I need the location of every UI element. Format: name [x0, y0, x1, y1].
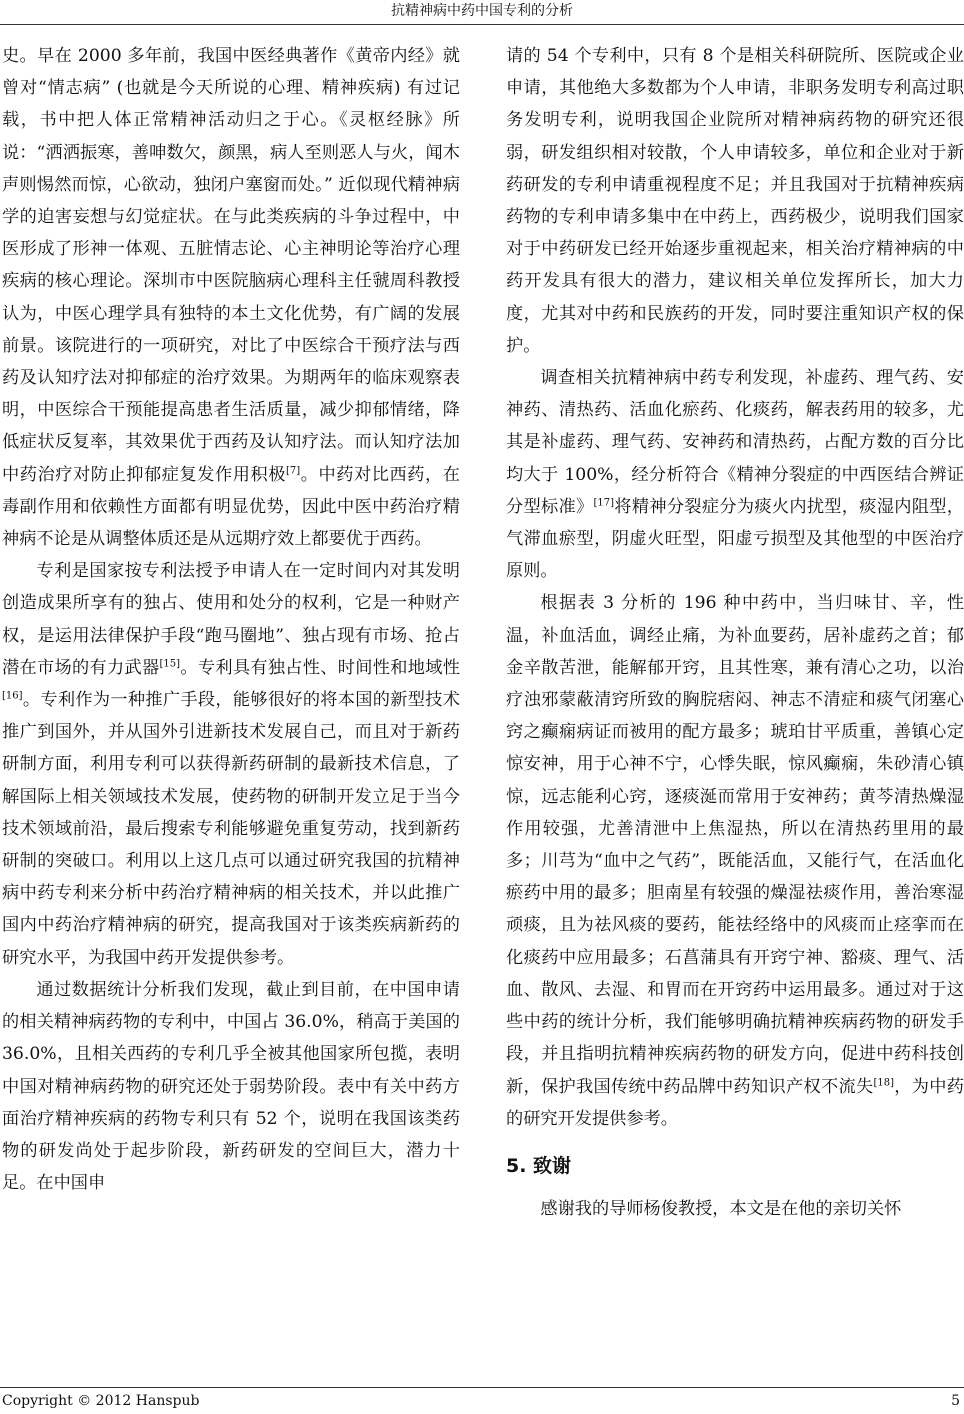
left-column [2, 40, 460, 1199]
right-p4-text: 感谢我的导师杨俊教授，本文是在他的亲切关怀 [540, 1198, 902, 1219]
right-column [506, 40, 964, 1225]
copyright-notice: Copyright © 2012 Hanspub [2, 1393, 200, 1409]
right-p3-b: ，为中药的研究开发提供参考。 [506, 1076, 964, 1129]
right-p1-text: 请的 54 个专利中，只有 8 个是相关科研院所、医院或企业申请，其他绝大多数都为个人申请，非职务发明专利高过职务发明专利，说明我国企业院所对精神病药物的研究还很弱，研发组织相对较散，个人申请较多，单位和企业对于新药研发的专利申请重视程度不足；并且我国对于抗精神疾病药物的专利申请多集中在中药上，西药极少，说明我们国家对于中药研发已经开始逐步重视起来，相关治疗精神病的中药开发具有很大的潜力，建议相关单位发挥所长，加大力度，尤其对中药和民族药的开发，同时要注重知识产权的保护。 [506, 46, 964, 356]
left-paragraph-2 [2, 555, 460, 974]
citation-18: [18] [873, 1076, 894, 1088]
left-p2-a: 专利是国家按专利法授予申请人在一定时间内对其发明创造成果所享有的独占、使用和处分的权利，它是一种财产权，是运用法律保护手段“跑马圈地”、独占现有市场、抢占潜在市场的有力武器 [2, 561, 460, 678]
page-number: 5 [951, 1393, 960, 1409]
right-paragraph-3 [506, 587, 964, 1134]
left-p2-b: 。专利具有独占性、时间性和地域性 [180, 657, 460, 678]
citation-17: [17] [593, 497, 615, 509]
right-paragraph-4 [506, 1193, 964, 1225]
header-title: 抗精神病中药中国专利的分析 [391, 3, 573, 19]
left-p1-text: 史。早在 2000 多年前，我国中医经典著作《黄帝内经》就曾对“情志病” (也就是今天所说的心理、精神疾病) 有过记载，书中把人体正常精神活动归之于心。《灵枢经脉》所说：“洒洒振寒，善呻数欠，颜黑，病人至则恶人与火，闻木声则惕然而惊，心欲动，独闭户塞窗而处。” 近似现代精神病学的迫害妄想与幻觉症状。在与此类疾病的斗争过程中，中医形成了形神一体观、五脏情志论、心主神明论等治疗心理疾病的核心理论。深圳市中医院脑病心理科主任虢周科教授认为，中医心理学具有独特的本土文化优势，有广阔的发展前景。该院进行的一项研究，对比了中医综合干预疗法与西药及认知疗法对抑郁症的治疗效果。为期两年的临床观察表明，中医综合干预能提高患者生活质量，减少抑郁情绪，降低症状反复率，其效果优于西药及认知疗法。而认知疗法加中药治疗对防止抑郁症复发作用积极 [2, 46, 460, 485]
left-paragraph-1 [2, 40, 460, 555]
citation-16: [16] [2, 690, 23, 702]
left-paragraph-3 [2, 974, 460, 1199]
right-p2-a: 调查相关抗精神病中药专利发现，补虚药、理气药、安神药、清热药、活血化瘀药、化痰药，解表药用的较多，尤其是补虚药、理气药、安神药和清热药，占配方数的百分比均大于 100%，经分析符合《精神分裂症的中西医结合辨证分型标准》 [506, 368, 964, 517]
right-paragraph-2 [506, 362, 964, 587]
running-header [0, 0, 964, 25]
section-heading-acknowledgement: 5. 致谢 [506, 1154, 572, 1177]
citation-15: [15] [159, 658, 181, 670]
left-p1-tail: 。中药对比西药，在毒副作用和依赖性方面都有明显优势，因此中医中药治疗精神病不论是从调整体质还是从远期疗效上都要优于西药。 [2, 464, 460, 550]
right-p2-b: 将精神分裂症分为痰火内扰型，痰湿内阻型，气滞血瘀型，阴虚火旺型，阳虚亏损型及其他型的中医治疗原则。 [506, 496, 964, 582]
left-p2-c: 。专利作为一种推广手段，能够很好的将本国的新型技术推广到国外，并从国外引进新技术发展自己，而且对于新药研制方面，利用专利可以获得新药研制的最新技术信息，了解国际上相关领域技术发展，使药物的研制开发立足于当今技术领域前沿，最后搜索专利能够避免重复劳动，找到新药研制的突破口。利用以上这几点可以通过研究我国的抗精神病中药专利来分析中药治疗精神病的相关技术，并以此推广国内中药治疗精神病的研究，提高我国对于该类疾病新药的研究水平，为我国中药开发提供参考。 [2, 690, 460, 968]
right-p3-a: 根据表 3 分析的 196 种中药中，当归味甘、辛，性温，补血活血，调经止痛，为补血要药，居补虚药之首；郁金辛散苦泄，能解郁开窍，且其性寒，兼有清心之功，以治疗浊邪蒙蔽清窍所致的胸脘痞闷、神志不清症和痰气闭塞心窍之癫痫病证而被用的配方最多；琥珀甘平质重，善镇心定惊安神，用于心神不宁，心悸失眠，惊风癫痫，朱砂清心镇惊，远志能利心窍，逐痰涎而常用于安神药；黄芩清热燥湿作用较强，尤善清泄中上焦湿热，所以在清热药里用的最多；川芎为“血中之气药”，既能活血，又能行气，在活血化瘀药中用的最多；胆南星有较强的燥湿祛痰作用，善治寒湿顽痰，且为祛风痰的要药，能祛经络中的风痰而止痉挛而在化痰药中应用最多；石菖蒲具有开窍宁神、豁痰、理气、活血、散风、去湿、和胃而在开窍药中运用最多。通过对于这些中药的统计分析，我们能够明确抗精神疾病药物的研发手段，并且指明抗精神疾病药物的研发方向，促进中药科技创新，保护我国传统中药品牌中药知识产权不流失 [506, 593, 964, 1097]
right-paragraph-1 [506, 40, 964, 362]
left-p3-text: 通过数据统计分析我们发现，截止到目前，在中国申请的相关精神病药物的专利中，中国占 36.0%，稍高于美国的 36.0%，且相关西药的专利几乎全被其他国家所包揽，表明中国对精神病药物的研究还处于弱势阶段。表中有关中药方面治疗精神疾病的药物专利只有 52 个，说明在我国该类药物的研发尚处于起步阶段，新药研发的空间巨大，潜力十足。在中国申 [2, 979, 460, 1194]
page-footer [0, 1387, 964, 1414]
citation-7: [7] [286, 464, 301, 476]
